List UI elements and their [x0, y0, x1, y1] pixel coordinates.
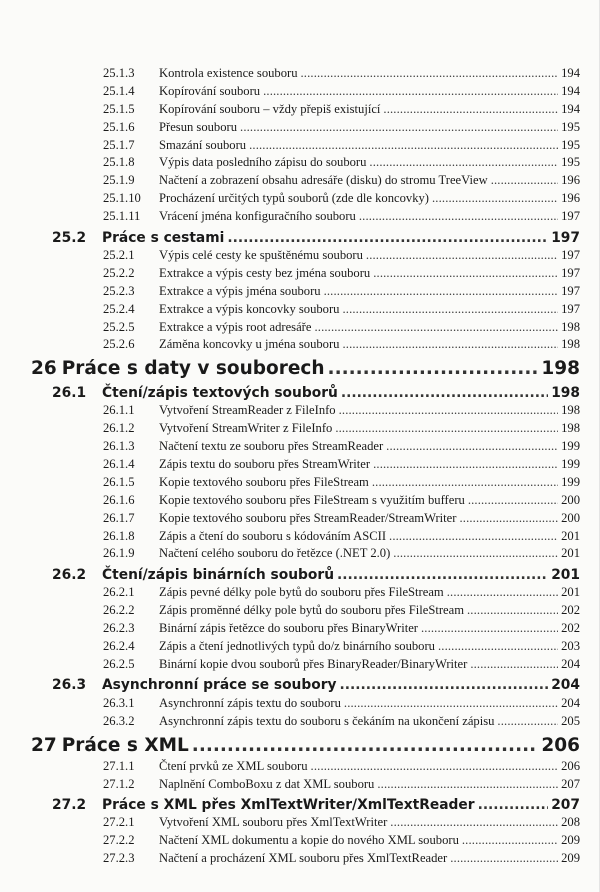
toc-entry-page: 194: [561, 83, 580, 98]
toc-entry-number: 26.1.3: [103, 439, 135, 454]
toc-entry: [0, 621, 600, 639]
dot-leader: [393, 546, 558, 561]
toc-entry-number: 27.2.3: [103, 851, 135, 866]
toc-entry: [0, 696, 600, 714]
toc-entry-title: Vytvoření XML souboru přes XmlTextWriter: [159, 815, 388, 830]
toc-entry-page: 195: [561, 155, 580, 170]
toc-entry-number: 26.3.2: [103, 713, 135, 728]
toc-entry-number: 26.1.5: [103, 474, 135, 489]
toc-entry: [0, 173, 600, 191]
toc-entry-title: Zápis textu do souboru přes StreamWriter: [159, 457, 371, 472]
toc-entry-page: 206: [541, 734, 580, 756]
toc-entry-page: 204: [561, 695, 580, 710]
toc-entry-title: Extrakce a výpis cesty bez jména souboru: [159, 265, 371, 280]
toc-entry-number: 26.1.8: [103, 528, 135, 543]
toc-entry-page: 204: [561, 656, 580, 671]
toc-entry-page: 198: [541, 358, 580, 380]
dot-leader: [249, 138, 558, 153]
toc-entry-page: 199: [561, 474, 580, 489]
toc-entry-number: 26.2.5: [103, 656, 135, 671]
dot-leader: [459, 511, 558, 526]
toc-entry-title: Kopírování souboru – vždy přepiš existující: [159, 101, 381, 116]
toc-entry-number: 26.1.9: [103, 546, 135, 561]
toc-entry-number: 27.2.1: [103, 815, 135, 830]
dot-leader: [311, 759, 559, 774]
dot-leader: [462, 833, 558, 848]
toc-entry: [0, 511, 600, 529]
dot-leader: [470, 657, 558, 672]
toc-entry: [0, 815, 600, 833]
toc-entry-page: 200: [561, 492, 580, 507]
toc-entry-page: 196: [561, 173, 580, 188]
toc-entry: [0, 266, 600, 284]
toc-entry: [0, 102, 600, 120]
dot-leader: [372, 475, 558, 490]
toc-entry: [0, 475, 600, 493]
toc-entry-page: 195: [561, 137, 580, 152]
toc-entry-page: 201: [561, 546, 580, 561]
toc-entry: [0, 457, 600, 475]
toc-entry-number: 25.2.2: [103, 265, 135, 280]
dot-leader: [337, 567, 548, 583]
toc-entry: [0, 657, 600, 675]
toc-entry-number: 25.1.9: [103, 173, 135, 188]
toc-entry-number: 26.1: [52, 384, 87, 401]
toc-entry: [0, 209, 600, 227]
toc-entry: [0, 851, 600, 869]
toc-entry-title: Načtení a zobrazení obsahu adresáře (disku) do stromu TreeView: [159, 173, 488, 188]
toc-entry-title: Zápis pevné délky pole bytů do souboru přes FileStream: [159, 585, 444, 600]
toc-entry: [0, 759, 600, 777]
toc-entry-title: Smazání souboru: [159, 137, 247, 152]
toc-entry-title: Záměna koncovky u jména souboru: [159, 337, 340, 352]
toc-entry: [0, 493, 600, 511]
toc-entry-number: 25.1.8: [103, 155, 135, 170]
toc-entry-number: 25.1.3: [103, 66, 135, 80]
toc-entry: [0, 403, 600, 421]
toc-entry-number: 25.1.6: [103, 119, 135, 134]
toc-entry-page: 201: [561, 528, 580, 543]
toc-entry-number: 26.2.3: [103, 621, 135, 636]
toc-entry-title: Načtení textu ze souboru přes StreamReader: [159, 439, 384, 454]
toc-entry-page: 201: [551, 566, 580, 583]
toc-entry-page: 199: [561, 457, 580, 472]
toc-entry-number: 27: [31, 734, 57, 756]
toc-entry: [0, 191, 600, 209]
toc-entry-page: 197: [561, 301, 580, 316]
toc-entry-page: 201: [561, 585, 580, 600]
toc-entry-number: 26.1.2: [103, 421, 135, 436]
toc-entry-title: Extrakce a výpis root adresáře: [159, 319, 312, 334]
toc-entry-number: 27.1.2: [103, 776, 135, 791]
toc-entry-number: 26.2.4: [103, 639, 135, 654]
toc-entry-number: 27.2: [52, 796, 87, 813]
toc-entry-page: 209: [561, 851, 580, 866]
toc-entry-number: 26.1.6: [103, 492, 135, 507]
dot-leader: [340, 677, 549, 693]
table-of-contents: [0, 66, 600, 869]
toc-entry-page: 197: [561, 248, 580, 263]
dot-leader: [468, 493, 558, 508]
toc-entry-page: 205: [561, 713, 580, 728]
toc-entry-title: Práce s XML: [61, 734, 189, 756]
toc-entry-page: 198: [551, 384, 580, 401]
toc-entry-number: 27.2.2: [103, 833, 135, 848]
toc-entry-number: 26.2: [52, 566, 87, 583]
toc-entry-title: Kopie textového souboru přes FileStream: [159, 474, 369, 489]
dot-leader: [240, 120, 558, 135]
toc-entry-title: Binární zápis řetězce do souboru přes BinaryWriter: [159, 621, 418, 636]
dot-leader: [389, 529, 558, 544]
toc-entry-number: 26.2.2: [103, 603, 135, 618]
toc-entry: [0, 529, 600, 547]
toc-entry-page: 207: [561, 776, 580, 791]
toc-entry-page: 198: [561, 319, 580, 334]
toc-entry-page: 209: [561, 833, 580, 848]
toc-entry-title: Asynchronní práce se soubory: [102, 677, 337, 694]
toc-entry-title: Vrácení jména konfiguračního souboru: [159, 209, 356, 224]
toc-entry-number: 26.3: [52, 677, 87, 694]
toc-entry-title: Procházení určitých typů souborů (zde dle koncovky): [159, 191, 429, 206]
toc-entry-number: 26.1.4: [103, 457, 135, 472]
dot-leader: [342, 302, 558, 317]
dot-leader: [478, 797, 549, 813]
toc-entry-number: 25.2: [52, 229, 87, 246]
toc-entry-number: 25.1.5: [103, 101, 135, 116]
dot-leader: [386, 439, 558, 454]
dot-leader: [369, 155, 558, 170]
toc-entry: [0, 546, 600, 564]
toc-entry-number: 26.3.1: [103, 695, 135, 710]
toc-entry-page: 194: [561, 66, 580, 80]
toc-entry-number: 25.1.4: [103, 83, 135, 98]
toc-entry-number: 26.2.1: [103, 585, 135, 600]
dot-leader: [359, 209, 558, 224]
toc-entry: [0, 284, 600, 302]
toc-entry-title: Zápis a čtení jednotlivých typů do/z binárního souboru: [159, 639, 435, 654]
toc-entry-number: 25.2.5: [103, 319, 135, 334]
toc-entry-title: Asynchronní zápis textu do souboru: [159, 695, 341, 710]
toc-entry-title: Práce s daty v souborech: [61, 358, 325, 380]
toc-entry-page: 198: [561, 403, 580, 418]
dot-leader: [227, 230, 548, 246]
dot-leader: [467, 603, 558, 618]
toc-entry-title: Načtení a procházení XML souboru přes XmlTextReader: [159, 851, 448, 866]
toc-section: [0, 564, 600, 585]
toc-entry-page: 196: [561, 191, 580, 206]
dot-leader: [344, 696, 558, 711]
dot-leader: [421, 621, 558, 636]
toc-entry-title: Kopie textového souboru přes StreamReader/StreamWriter: [159, 510, 457, 525]
toc-entry-page: 197: [561, 283, 580, 298]
toc-entry-page: 198: [561, 337, 580, 352]
toc-entry-page: 197: [561, 265, 580, 280]
toc-section: [0, 675, 600, 696]
toc-entry-title: Vytvoření StreamWriter z FileInfo: [159, 421, 333, 436]
toc-entry-number: 27.1.1: [103, 758, 135, 773]
toc-entry-page: 202: [561, 621, 580, 636]
toc-entry: [0, 302, 600, 320]
toc-entry-number: 26.1.7: [103, 510, 135, 525]
toc-entry-page: 207: [551, 796, 580, 813]
dot-leader: [491, 173, 558, 188]
toc-entry-number: 25.1.10: [103, 191, 141, 206]
toc-entry-page: 195: [561, 119, 580, 134]
toc-entry-number: 25.2.6: [103, 337, 135, 352]
toc-entry-page: 194: [561, 101, 580, 116]
toc-entry-title: Načtení celého souboru do řetězce (.NET 2.0): [159, 546, 391, 561]
toc-entry-title: Čtení/zápis binárních souborů: [102, 566, 335, 583]
toc-entry-page: 197: [561, 209, 580, 224]
toc-entry-title: Extrakce a výpis jména souboru: [159, 283, 321, 298]
dot-leader: [377, 777, 558, 792]
toc-entry-number: 25.1.11: [103, 209, 141, 224]
dot-leader: [497, 714, 558, 729]
toc-entry-title: Extrakce a výpis koncovky souboru: [159, 301, 340, 316]
toc-entry-page: 199: [561, 439, 580, 454]
toc-entry-number: 25.2.3: [103, 283, 135, 298]
toc-entry-title: Práce s XML přes XmlTextWriter/XmlTextReader: [102, 796, 475, 813]
toc-entry: [0, 66, 600, 84]
toc-entry: [0, 714, 600, 732]
toc-entry-title: Kontrola existence souboru: [159, 66, 298, 80]
dot-leader: [450, 851, 558, 866]
toc-entry-page: 200: [561, 510, 580, 525]
toc-entry: [0, 120, 600, 138]
dot-leader: [373, 266, 558, 281]
dot-leader: [447, 585, 558, 600]
toc-entry: [0, 155, 600, 173]
toc-section: [0, 227, 600, 248]
toc-entry: [0, 337, 600, 355]
toc-entry-number: 26: [31, 358, 57, 380]
toc-entry: [0, 833, 600, 851]
toc-entry-title: Práce s cestami: [102, 229, 225, 246]
toc-entry-title: Čtení prvků ze XML souboru: [159, 758, 308, 773]
toc-entry-title: Zápis a čtení do souboru s kódováním ASCII: [159, 528, 387, 543]
toc-entry-page: 197: [551, 229, 580, 246]
toc-entry-title: Asynchronní zápis textu do souboru s čekáním na ukončení zápisu: [159, 713, 495, 728]
toc-entry: [0, 248, 600, 266]
dot-leader: [263, 84, 558, 99]
toc-entry-page: 203: [561, 639, 580, 654]
toc-section: [0, 794, 600, 815]
dot-leader: [432, 191, 558, 206]
toc-chapter: [0, 732, 600, 759]
dot-leader: [438, 639, 558, 654]
dot-leader: [335, 421, 558, 436]
toc-entry-title: Vytvoření StreamReader z FileInfo: [159, 403, 336, 418]
toc-entry-title: Výpis data posledního zápisu do souboru: [159, 155, 367, 170]
toc-entry: [0, 320, 600, 338]
dot-leader: [342, 337, 558, 352]
toc-entry-number: 25.2.1: [103, 248, 135, 263]
dot-leader: [339, 403, 559, 418]
dot-leader: [341, 385, 548, 401]
toc-entry-page: 202: [561, 603, 580, 618]
toc-entry: [0, 585, 600, 603]
dot-leader: [192, 735, 539, 756]
dot-leader: [324, 284, 559, 299]
dot-leader: [373, 457, 558, 472]
toc-entry: [0, 421, 600, 439]
toc-entry-number: 25.1.7: [103, 137, 135, 152]
toc-entry-title: Binární kopie dvou souborů přes BinaryReader/BinaryWriter: [159, 656, 468, 671]
toc-entry-title: Kopie textového souboru přes FileStream s využitím bufferu: [159, 492, 465, 507]
toc-entry-title: Načtení XML dokumentu a kopie do nového XML souboru: [159, 833, 459, 848]
dot-leader: [383, 102, 558, 117]
toc-entry: [0, 439, 600, 457]
toc-entry: [0, 777, 600, 795]
toc-entry-title: Přesun souboru: [159, 119, 238, 134]
toc-entry-title: Kopírování souboru: [159, 83, 261, 98]
toc-entry-title: Naplnění ComboBoxu z dat XML souboru: [159, 776, 375, 791]
toc-entry-page: 206: [561, 758, 580, 773]
dot-leader: [390, 815, 558, 830]
toc-entry-number: 26.1.1: [103, 403, 135, 418]
toc-chapter: [0, 355, 600, 382]
toc-entry-page: 198: [561, 421, 580, 436]
toc-entry: [0, 84, 600, 102]
toc-entry-title: Výpis celé cesty ke spuštěnému souboru: [159, 248, 363, 263]
toc-entry-title: Čtení/zápis textových souborů: [102, 384, 338, 401]
dot-leader: [328, 358, 539, 379]
toc-entry: [0, 603, 600, 621]
dot-leader: [366, 248, 558, 263]
toc-entry: [0, 138, 600, 156]
toc-entry-number: 25.2.4: [103, 301, 135, 316]
dot-leader: [301, 66, 559, 81]
toc-entry: [0, 639, 600, 657]
toc-entry-page: 204: [551, 677, 580, 694]
toc-entry-title: Zápis proměnné délky pole bytů do souboru přes FileStream: [159, 603, 464, 618]
dot-leader: [314, 320, 558, 335]
toc-entry-page: 208: [561, 815, 580, 830]
toc-section: [0, 382, 600, 403]
